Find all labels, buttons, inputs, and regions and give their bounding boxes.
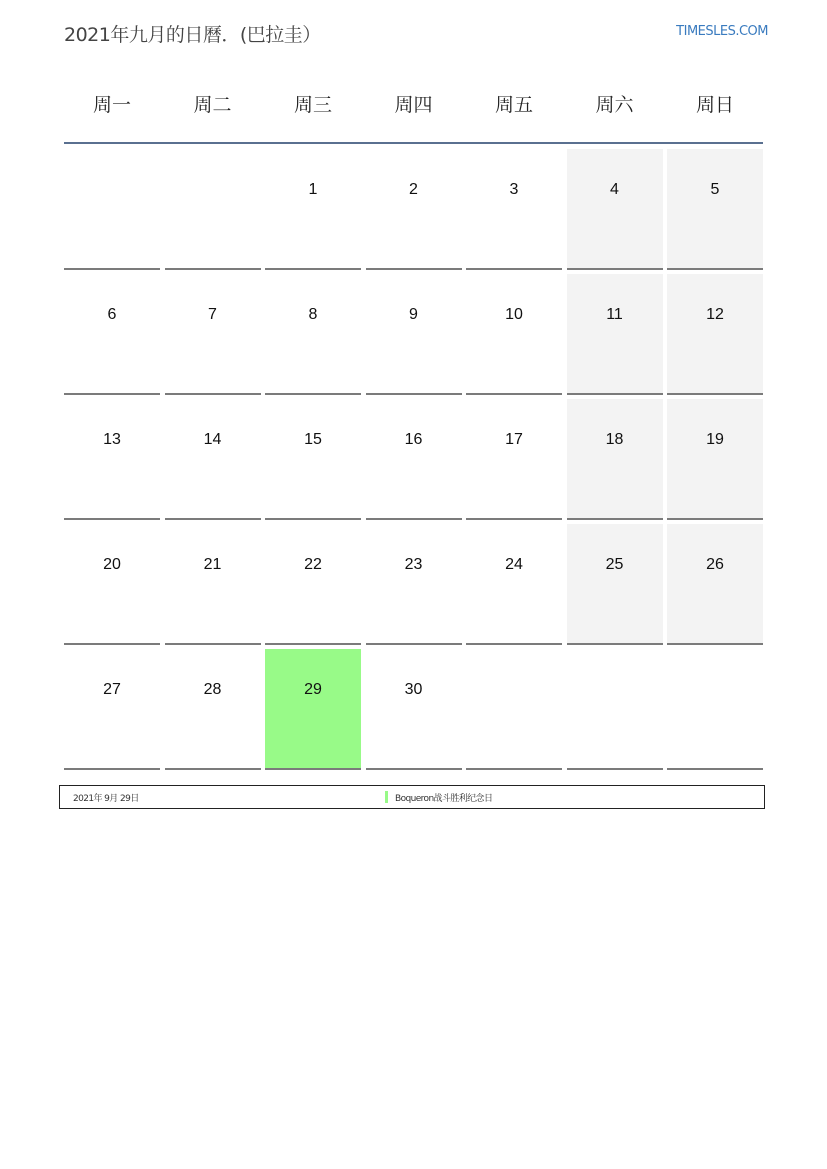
calendar-day-cell[interactable]: [466, 399, 562, 520]
calendar-day-cell[interactable]: [667, 149, 763, 270]
calendar-day-cell: [64, 149, 160, 270]
calendar-day-cell[interactable]: [366, 524, 462, 645]
event-color-marker: [385, 791, 388, 803]
event-name: Boqueron战斗胜利纪念日: [395, 794, 493, 804]
weekday-wed: 周三: [293, 94, 332, 116]
calendar-day-cell: [165, 149, 261, 270]
events-box: [59, 785, 765, 809]
calendar-day-cell: [667, 649, 763, 770]
calendar-day-cell[interactable]: [567, 524, 663, 645]
day-number: 29: [304, 681, 322, 698]
calendar-day-cell[interactable]: [466, 274, 562, 395]
day-number: 12: [706, 306, 724, 323]
day-number: 5: [710, 181, 720, 198]
day-number: 3: [509, 181, 519, 198]
calendar-day-cell[interactable]: [265, 274, 361, 395]
calendar-day-cell: [567, 649, 663, 770]
calendar-day-cell[interactable]: [567, 399, 663, 520]
weekday-mon: 周一: [92, 94, 131, 116]
calendar-day-cell[interactable]: [567, 274, 663, 395]
calendar-day-cell[interactable]: [64, 649, 160, 770]
weekday-thu: 周四: [394, 94, 433, 116]
event-date: 2021年 9月 29日: [73, 794, 139, 804]
calendar-day-cell[interactable]: [466, 149, 562, 270]
calendar-day-cell[interactable]: [265, 524, 361, 645]
calendar-day-cell[interactable]: [64, 399, 160, 520]
day-number: 4: [610, 181, 619, 198]
calendar-grid: [64, 149, 763, 770]
day-number: 28: [203, 681, 222, 698]
weekday-tue: 周二: [193, 94, 232, 116]
weekday-sat: 周六: [595, 94, 634, 116]
calendar-day-cell[interactable]: [64, 524, 160, 645]
calendar-day-cell[interactable]: [165, 524, 261, 645]
calendar-day-cell[interactable]: [265, 399, 361, 520]
day-number: 13: [103, 431, 121, 448]
day-number: 10: [505, 306, 523, 323]
weekday-header-row: [64, 88, 763, 142]
day-number: 27: [103, 681, 121, 698]
day-number: 2: [409, 181, 418, 198]
calendar-day-cell[interactable]: [366, 149, 462, 270]
calendar-day-cell[interactable]: [667, 274, 763, 395]
calendar-day-cell[interactable]: [265, 649, 361, 770]
day-number: 23: [404, 556, 423, 573]
day-number: 22: [304, 556, 322, 573]
calendar-day-cell[interactable]: [667, 524, 763, 645]
calendar-day-cell[interactable]: [567, 149, 663, 270]
day-number: 30: [404, 681, 423, 698]
calendar-day-cell[interactable]: [667, 399, 763, 520]
header-divider: [64, 142, 763, 144]
calendar-day-cell[interactable]: [165, 274, 261, 395]
day-number: 18: [605, 431, 624, 448]
day-number: 26: [706, 556, 724, 573]
day-number: 1: [308, 181, 318, 198]
site-link[interactable]: TIMESLES.COM: [676, 24, 768, 39]
day-number: 16: [404, 431, 423, 448]
day-number: 14: [203, 431, 222, 448]
day-number: 9: [409, 306, 418, 323]
weekday-sun: 周日: [695, 94, 734, 116]
calendar-day-cell[interactable]: [165, 649, 261, 770]
day-number: 24: [505, 556, 523, 573]
day-number: 19: [706, 431, 724, 448]
day-number: 21: [203, 556, 222, 573]
day-number: 25: [605, 556, 624, 573]
weekday-fri: 周五: [494, 94, 533, 116]
page-title: 2021年九月的日曆．(巴拉圭）: [64, 24, 321, 46]
day-number: 7: [208, 306, 217, 323]
calendar-day-cell[interactable]: [165, 399, 261, 520]
calendar-day-cell[interactable]: [466, 524, 562, 645]
calendar-day-cell[interactable]: [64, 274, 160, 395]
day-number: 6: [107, 306, 117, 323]
calendar-day-cell: [466, 649, 562, 770]
day-number: 11: [606, 306, 623, 323]
calendar-day-cell[interactable]: [366, 399, 462, 520]
day-number: 17: [505, 431, 523, 448]
calendar-day-cell[interactable]: [366, 649, 462, 770]
day-number: 8: [308, 306, 318, 323]
day-number: 15: [304, 431, 322, 448]
calendar-day-cell[interactable]: [366, 274, 462, 395]
calendar-day-cell[interactable]: [265, 149, 361, 270]
day-number: 20: [103, 556, 121, 573]
